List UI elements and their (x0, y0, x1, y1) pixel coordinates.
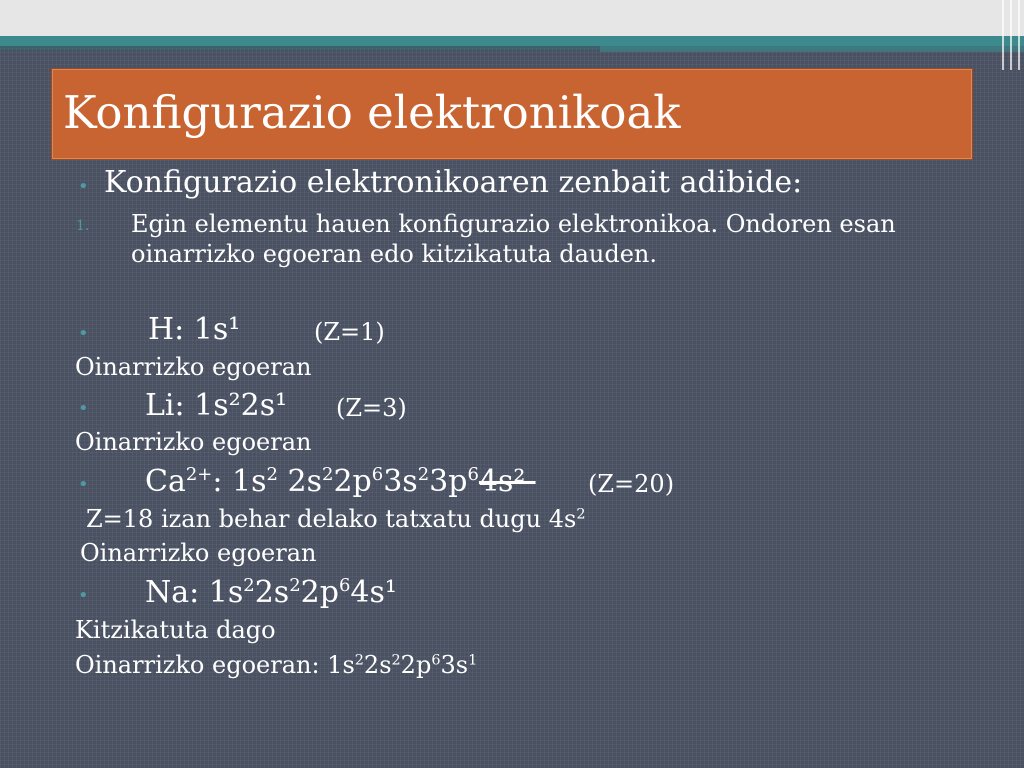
h-configuration: H: 1s¹ (148, 312, 241, 347)
h-state: Oinarrizko egoeran (75, 353, 312, 381)
ca-note: Z=18 izan behar delako tatxatu dugu $4s^2$ (86, 505, 586, 533)
ca-atomic-number: (Z=20) (588, 470, 675, 498)
li-atomic-number: (Z=3) (336, 394, 407, 422)
ca-configuration: $Ca^{2+}$: $1s^2$ $2s^22p^63s^23p^64s^2-$ (145, 464, 536, 499)
teal-band-accent (600, 46, 1024, 52)
bullet-icon: • (78, 474, 89, 495)
decorative-lines (994, 0, 1024, 70)
teal-band (0, 36, 1024, 46)
bullet-icon: • (78, 176, 89, 197)
h-atomic-number: (Z=1) (314, 318, 385, 346)
na-configuration: Na: $1s^22s^22p^64s^1$ (145, 575, 397, 610)
title-bar (52, 69, 972, 159)
task-number: 1. (76, 218, 90, 234)
li-state: Oinarrizko egoeran (75, 428, 312, 456)
task-line-2: oinarrizko egoeran edo kitzikatuta dauden. (131, 240, 658, 268)
slide-title: Konfigurazio elektronikoak (63, 86, 681, 139)
task-line-1: Egin elementu hauen konfigurazio elektronikoa. Ondoren esan (131, 210, 896, 238)
intro-text: Konfigurazio elektronikoaren zenbait adibide: (104, 165, 803, 200)
struck-orbital: 4s²- (478, 464, 536, 499)
na-state: Kitzikatuta dago (75, 616, 276, 644)
bullet-icon: • (78, 398, 89, 419)
na-ground-state: Oinarrizko egoeran: $1s^22s^22p^63s^1$ (75, 651, 478, 679)
top-band (0, 0, 1024, 36)
ca-state: Oinarrizko egoeran (80, 539, 317, 567)
bullet-icon: • (78, 585, 89, 606)
li-configuration: Li: 1s²2s¹ (145, 388, 288, 423)
bullet-icon: • (78, 323, 89, 344)
